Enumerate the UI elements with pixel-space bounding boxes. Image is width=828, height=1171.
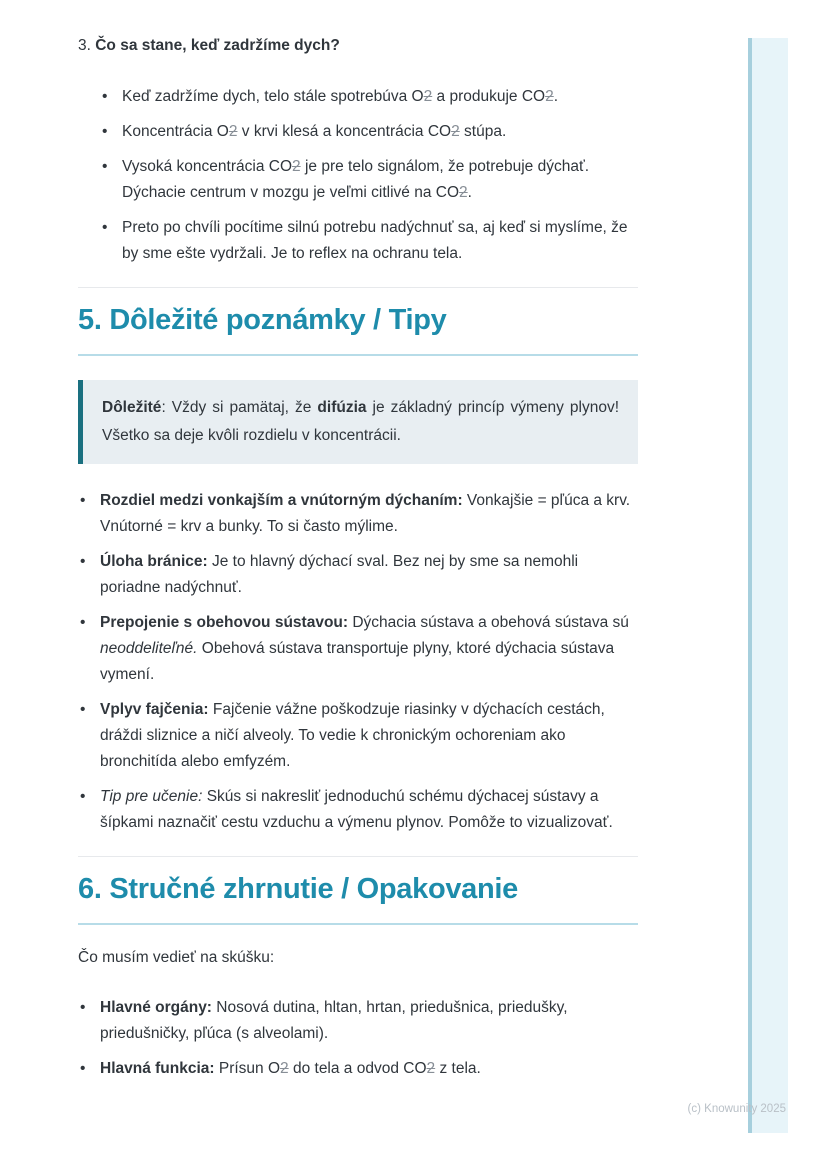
text-segment: difúzia [317,399,367,416]
text-segment: stúpa. [459,123,507,140]
summary-intro: Čo musím vedieť na skúšku: [78,949,275,966]
text-segment: 2 [423,88,433,105]
section-6-heading: 6. Stručné zhrnutie / Opakovanie [78,871,638,925]
text-segment: Je to hlavný dýchací sval. Bez nej by sme sa nemohli poriadne nadýchnuť. [100,553,579,596]
tips-bullet-list [78,488,638,836]
list-item [78,488,638,540]
list-item [100,154,638,206]
text-segment: Prísun O [214,1060,281,1077]
text-segment: Keď zadržíme dych, telo stále spotrebúva O [122,88,424,105]
text-segment: Skús si nakresliť jednoduchú schému dýchacej sústavy a šípkami naznačiť cestu vzduchu a výmenu plynov. Pomôže to vizualizovať. [100,788,613,831]
text-segment: Nosová dutina, hltan, hrtan, priedušnica, priedušky, priedušničky, pľúca (s alveolami). [100,999,568,1042]
summary-bullet-list [78,995,638,1082]
text-segment: do tela a odvod CO [288,1060,427,1077]
text-segment: a produkuje CO [432,88,546,105]
text-segment: Fajčenie vážne poškodzuje riasinky v dýchacích cestách, dráždi sliznice a ničí alveoly. To vedie k chronickým ochoreniam ako bronchitída alebo emfyzém. [100,701,605,770]
text-segment: . [467,184,472,201]
list-item [78,1056,638,1082]
text-segment: 2 [459,184,468,201]
text-segment: Prepojenie s obehovou sústavou: [100,614,349,631]
list-item [100,119,638,145]
text-segment: Vplyv fajčenia: [100,701,209,718]
list-item [78,549,638,601]
copyright-footer: (c) Knowunity 2025 [687,1103,786,1115]
list-item [78,784,638,836]
callout-text [102,399,619,444]
text-segment: 3. [78,37,96,54]
list-item [100,215,638,267]
text-segment: neoddeliteľné. [100,640,198,657]
text-segment: . [553,88,559,105]
text-segment: : Vždy si pamätaj, že [161,399,318,416]
text-segment: Obehová sústava transportuje plyny, ktoré dýchacia sústava vymení. [100,640,615,683]
section-divider [78,287,638,288]
section-5-heading: 5. Dôležité poznámky / Tipy [78,302,638,356]
text-segment: 2 [280,1060,289,1077]
text-segment: Dýchacia sústava a obehová sústava sú [348,614,629,631]
list-item [78,697,638,775]
document-content [78,0,638,1091]
question-bullet-list [100,84,638,267]
text-segment: v krvi klesá a koncentrácia CO [237,123,452,140]
text-segment: Hlavné orgány: [100,999,212,1016]
section-divider [78,856,638,857]
text-segment: z tela. [435,1060,481,1077]
text-segment: 2 [228,123,238,140]
text-segment: Hlavná funkcia: [100,1060,215,1077]
text-segment: Rozdiel medzi vonkajším a vnútorným dýchaním: [100,492,463,509]
text-segment: Vonkajšie = pľúca a krv. Vnútorné = krv a bunky. To si často mýlime. [100,492,631,535]
text-segment: 2 [292,158,301,175]
text-segment: 2 [545,88,554,105]
text-segment: Dôležité [102,399,162,416]
text-segment: je pre telo signálom, že potrebuje dýchať. Dýchacie centrum v mozgu je veľmi citlivé na CO [122,158,590,201]
important-callout [78,380,638,464]
text-segment: je základný princíp výmeny plynov! Všetko sa deje kvôli rozdielu v koncentrácii. [102,399,619,444]
question-item-title [78,34,638,58]
text-segment: Úloha bránice: [100,553,208,570]
page-edge-strip [748,38,788,1133]
text-segment: 2 [426,1060,436,1077]
text-segment: Koncentrácia O [122,123,229,140]
list-item [78,610,638,688]
text-segment: 2 [451,123,460,140]
text-segment: Tip pre učenie: [100,788,203,805]
text-segment: Čo sa stane, keď zadržíme dych? [95,37,340,54]
text-segment: Preto po chvíli pocítime silnú potrebu nadýchnuť sa, aj keď si myslíme, že by sme ešte vydržali. Je to reflex na ochranu tela. [122,219,628,262]
list-item [78,995,638,1047]
list-item [100,84,638,110]
text-segment: Vysoká koncentrácia CO [122,158,293,175]
